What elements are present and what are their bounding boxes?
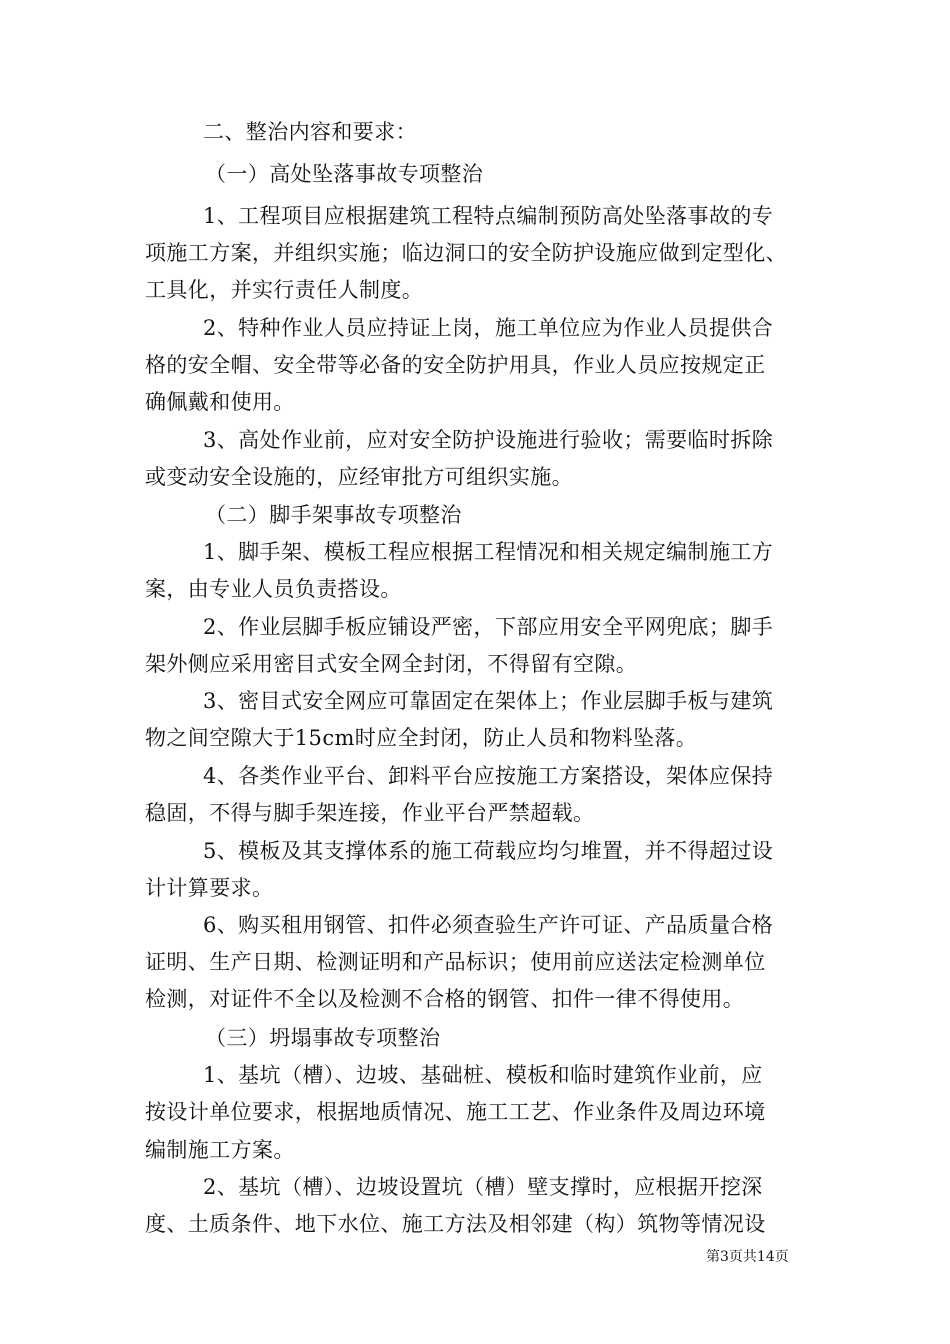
paragraph-line: 5、模板及其支撑体系的施工荷载应均匀堆置，并不得超过设 [203, 839, 774, 863]
paragraph-line: 6、购买租用钢管、扣件必须查验生产许可证、产品质量合格 [203, 913, 774, 937]
paragraph-line: 或变动安全设施的，应经审批方可组织实施。 [145, 465, 573, 489]
paragraph-line: 按设计单位要求，根据地质情况、施工工艺、作业条件及周边环境 [145, 1100, 766, 1124]
paragraph-line: 计计算要求。 [145, 876, 274, 900]
paragraph-line: 格的安全帽、安全带等必备的安全防护用具，作业人员应按规定正 [145, 353, 766, 377]
paragraph-line: 案，由专业人员负责搭设。 [145, 577, 402, 601]
subsection-heading: （一）高处坠落事故专项整治 [205, 162, 484, 186]
paragraph-line: 3、密目式安全网应可靠固定在架体上；作业层脚手板与建筑 [203, 689, 774, 713]
paragraph-line: 2、特种作业人员应持证上岗，施工单位应为作业人员提供合 [203, 316, 774, 340]
paragraph-line: 稳固，不得与脚手架连接，作业平台严禁超载。 [145, 801, 595, 825]
paragraph-line: 检测，对证件不全以及检测不合格的钢管、扣件一律不得使用。 [145, 987, 745, 1011]
section-heading: 二、整治内容和要求： [203, 120, 417, 144]
paragraph-line: 工具化，并实行责任人制度。 [145, 278, 424, 302]
paragraph-line: 2、基坑（槽）、边坡设置坑（槽）壁支撑时，应根据开挖深 [203, 1175, 763, 1199]
subsection-heading: （二）脚手架事故专项整治 [205, 503, 462, 527]
subsection-heading: （三）坍塌事故专项整治 [205, 1026, 441, 1050]
paragraph-line: 项施工方案，并组织实施；临边洞口的安全防护设施应做到定型化、 [145, 241, 787, 265]
paragraph-line: 1、基坑（槽）、边坡、基础桩、模板和临时建筑作业前，应 [203, 1063, 763, 1087]
paragraph-line: 证明、生产日期、检测证明和产品标识；使用前应送法定检测单位 [145, 950, 766, 974]
paragraph-line: 物之间空隙大于15cm时应全封闭，防止人员和物料坠落。 [145, 726, 698, 750]
paragraph-line: 1、工程项目应根据建筑工程特点编制预防高处坠落事故的专 [203, 204, 774, 228]
paragraph-line: 4、各类作业平台、卸料平台应按施工方案搭设，架体应保持 [203, 764, 774, 788]
paragraph-line: 2、作业层脚手板应铺设严密，下部应用安全平网兜底；脚手 [203, 615, 774, 639]
paragraph-line: 度、土质条件、地下水位、施工方法及相邻建（构）筑物等情况设 [145, 1212, 766, 1236]
paragraph-line: 架外侧应采用密目式安全网全封闭，不得留有空隙。 [145, 652, 638, 676]
paragraph-line: 1、脚手架、模板工程应根据工程情况和相关规定编制施工方 [203, 540, 774, 564]
paragraph-line: 3、高处作业前，应对安全防护设施进行验收；需要临时拆除 [203, 428, 774, 452]
paragraph-line: 编制施工方案。 [145, 1138, 295, 1162]
page-number: 第3页共14页 [706, 1249, 789, 1265]
paragraph-line: 确佩戴和使用。 [145, 390, 295, 414]
